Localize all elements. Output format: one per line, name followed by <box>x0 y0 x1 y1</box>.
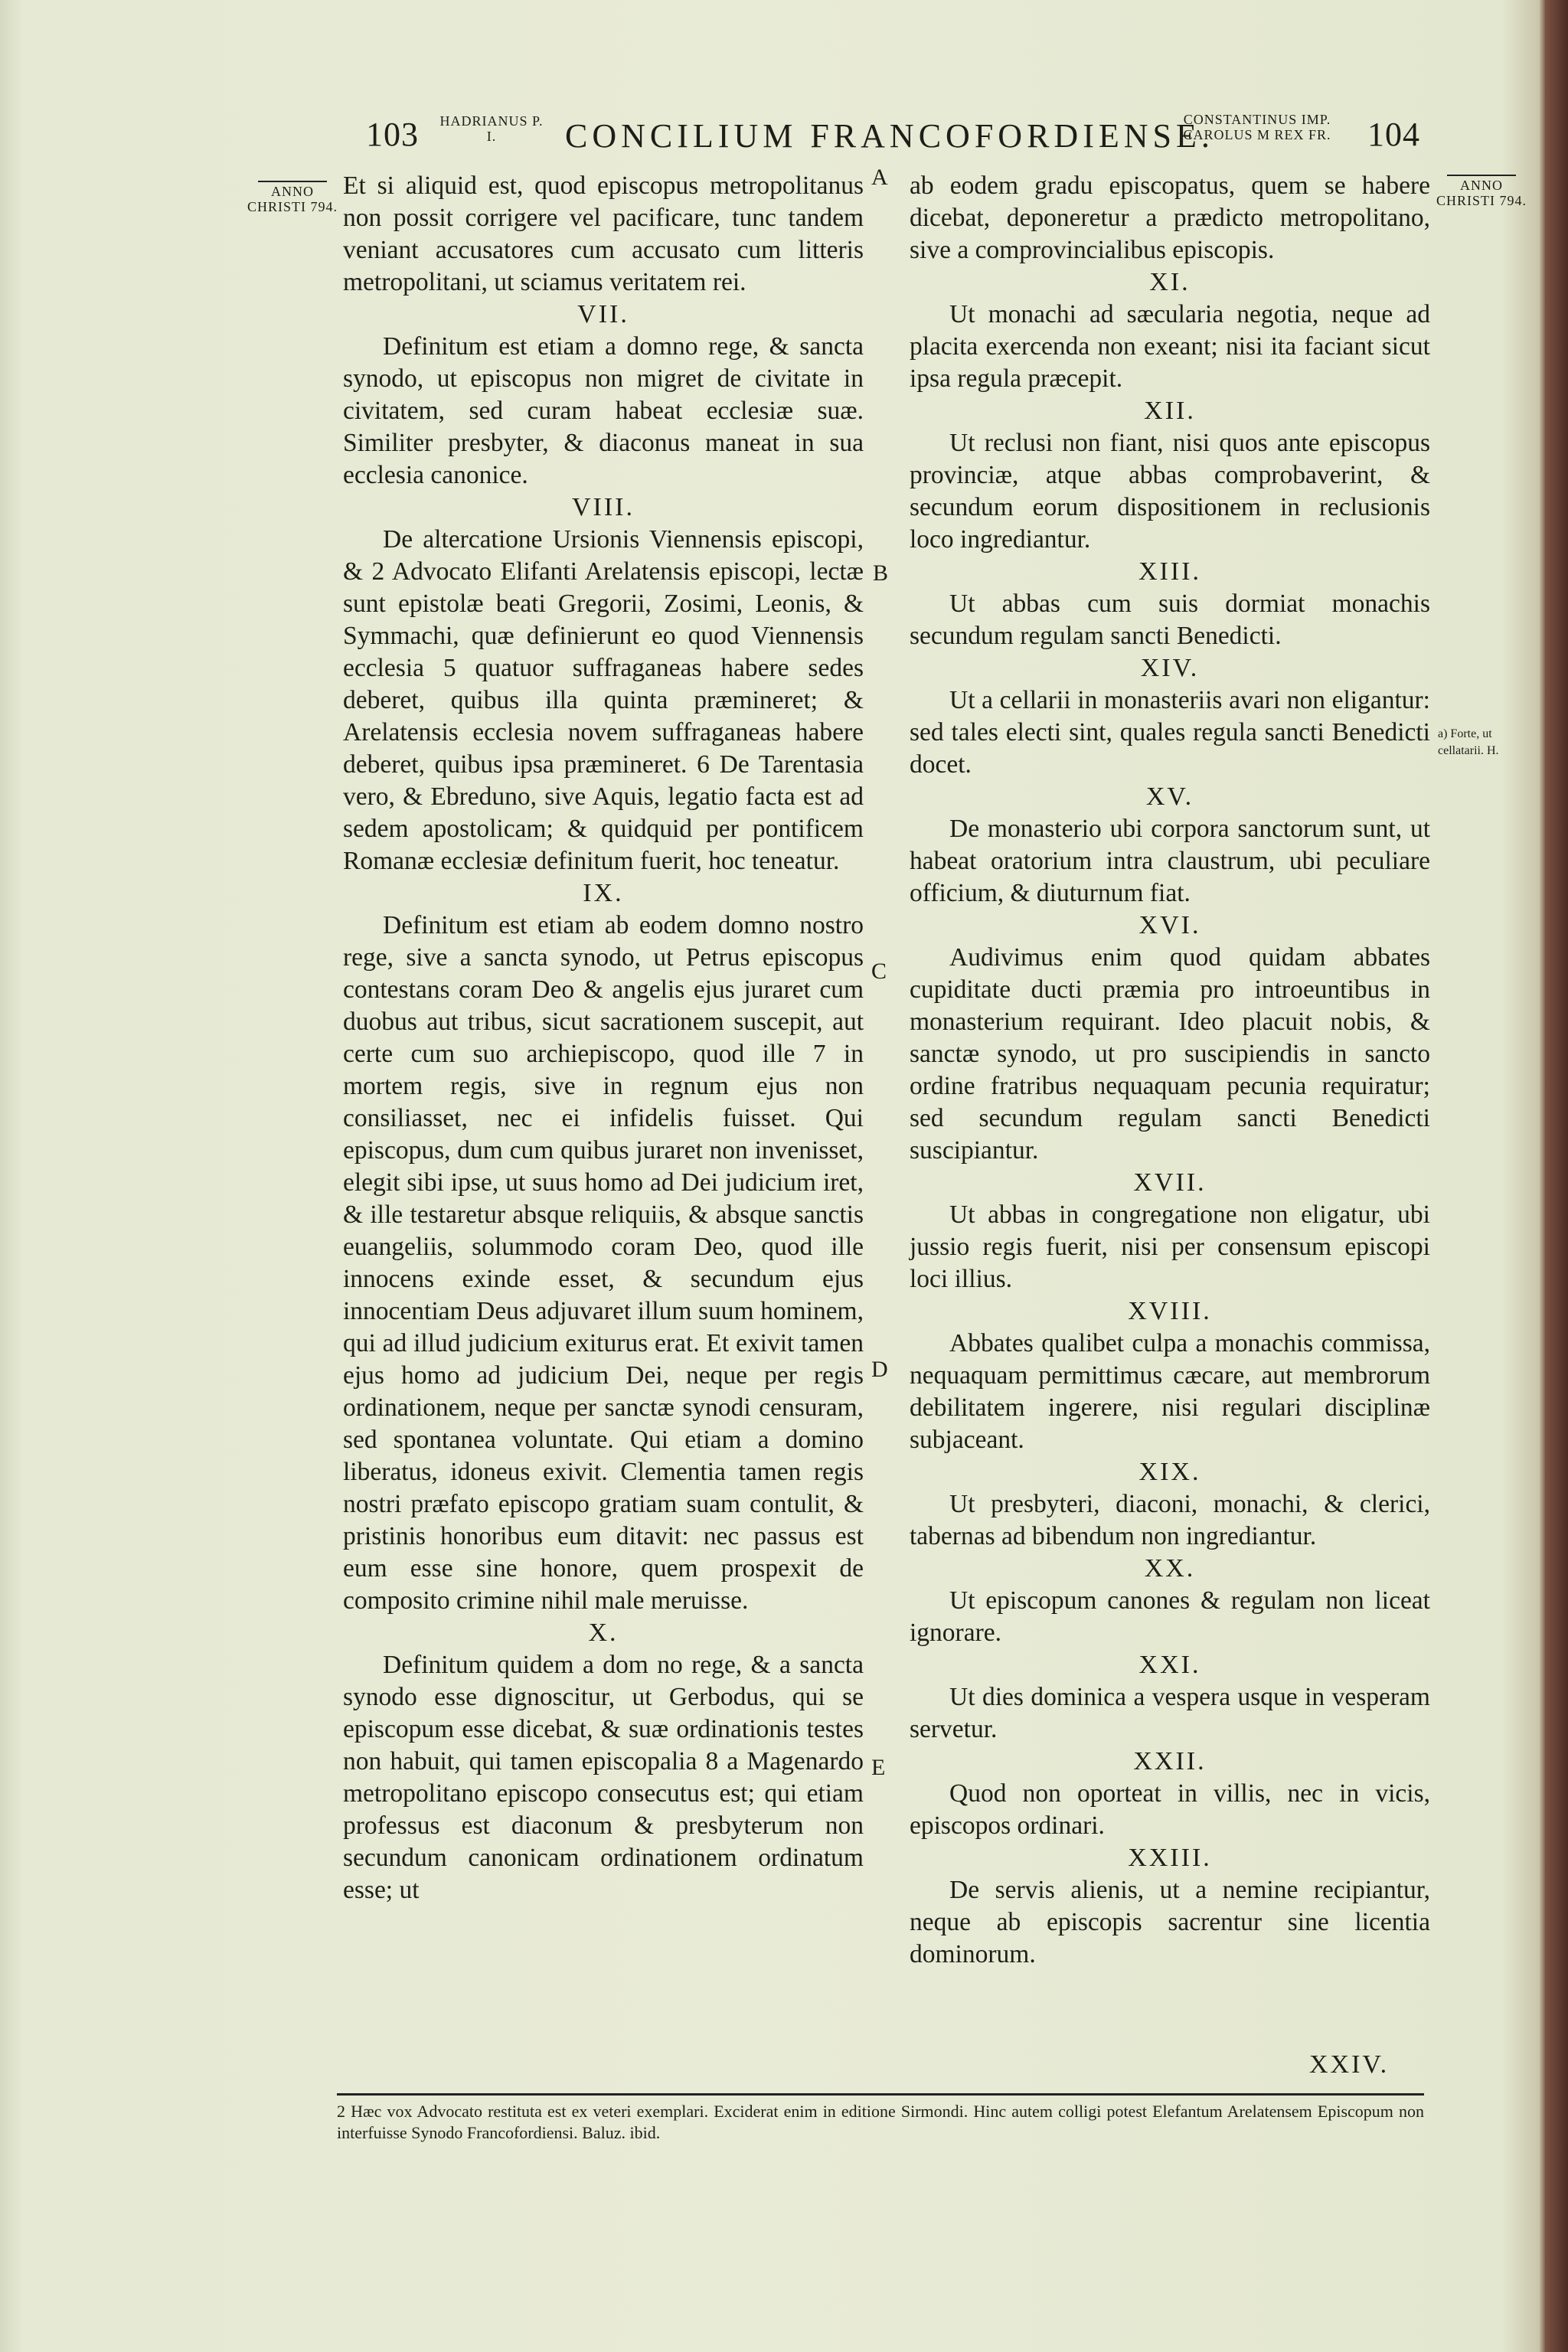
footnote-divider <box>337 2093 1424 2096</box>
section-letter-e: E <box>871 1755 886 1780</box>
section-letter-d: D <box>871 1357 888 1382</box>
paragraph: Ut abbas cum suis dormiat monachis secundum regulam sancti Benedicti. <box>910 590 1430 650</box>
paragraph: ab eodem gradu episcopatus, quem se habere dicebat, deponeretur a prædicto metropolitano, sive a comprovincialibus episcopis. <box>910 172 1430 264</box>
chapter-heading: XVI. <box>1138 911 1201 939</box>
paragraph: Ut reclusi non fiant, nisi quos ante episcopus provinciæ, atque abbas comprobaverint, & secundum eorum dispositionem in reclusionis loco ingrediantur. <box>910 429 1430 554</box>
chapter-heading: XIV. <box>1140 654 1200 682</box>
chapter-heading: XXI. <box>1138 1651 1201 1679</box>
paragraph: Audivimus enim quod quidam abbates cupiditate ducti præmia pro introeuntibus in monasterium requirant. Ideo placuit nobis, & sanctæ synodo, ut pro suscipiendis in sancto ordine fratribus nequaquam pecunia requiratur; sed secundum regulam sancti Benedicti suscipiantur. <box>910 943 1430 1165</box>
footnote: 2 Hæc vox Advocato restituta est ex veteri exemplari. Exciderat enim in editione Sirmondi. Hinc autem colligi potest Elefantum Arelatensem Episcopum non interfuisse Synodo Francofordiensi. Baluz. ibid. <box>337 2102 1424 2142</box>
right-page-number: 104 <box>1367 116 1420 153</box>
chapter-heading: XVII. <box>1133 1168 1207 1197</box>
paragraph: Quod non oporteat in villis, nec in vicis, episcopos ordinari. <box>910 1779 1430 1840</box>
margin-rule <box>1447 175 1516 176</box>
chapter-heading: VII. <box>577 300 629 328</box>
chapter-heading: VIII. <box>571 493 635 521</box>
book-spine <box>1545 0 1568 2352</box>
chapter-heading: XV. <box>1145 782 1194 811</box>
left-page-number: 103 <box>366 116 419 153</box>
paragraph: Abbates qualibet culpa a monachis commissa, nequaquam permittimus cæcare, aut membrorum debilitatem ingerere, nisi regulari disciplinæ subjaceant. <box>910 1329 1430 1454</box>
left-running-head: HADRIANUS P. I. <box>439 113 544 144</box>
paragraph: Definitum est etiam a domno rege, & sancta synodo, ut episcopus non migret de civitate in civitatem, sed curam habeat ecclesiæ suæ. Similiter presbyter, & diaconus maneat in sua ecclesia canonice. <box>343 332 864 489</box>
paragraph: De servis alienis, ut a nemine recipiantur, neque ab episcopis sacrentur sine licentia dominorum. <box>910 1876 1430 1968</box>
chapter-heading: XI. <box>1149 268 1191 296</box>
section-letter-b: B <box>873 560 889 586</box>
paragraph: De monasterio ubi corpora sanctorum sunt, ut habeat oratorium intra claustrum, ubi peculiare officium, & diuturnum fiat. <box>910 815 1430 907</box>
chapter-heading: IX. <box>583 879 624 907</box>
chapter-heading: XII. <box>1144 397 1196 425</box>
paragraph: Ut episcopum canones & regulam non liceat ignorare. <box>910 1586 1430 1647</box>
chapter-heading: XX. <box>1144 1554 1196 1583</box>
catchword: XXIV. <box>1309 2050 1390 2079</box>
section-letter-c: C <box>871 959 887 984</box>
chapter-heading: XVIII. <box>1128 1297 1212 1325</box>
paragraph: Ut presbyteri, diaconi, monachi, & clerici, tabernas ad bibendum non ingrediantur. <box>910 1490 1430 1550</box>
paragraph: Ut abbas in congregatione non eligatur, ubi jussio regis fuerit, nisi per consensum episcopi loci illius. <box>910 1200 1430 1293</box>
paragraph: Ut dies dominica a vespera usque in vesperam servetur. <box>910 1683 1430 1743</box>
right-column <box>910 170 1430 1971</box>
paragraph: Et si aliquid est, quod episcopus metropolitanus non possit corrigere vel pacificare, tunc tandem veniant accusatores cum accusato cum litteris metropolitani, ut sciamus veritatem rei. <box>343 172 864 296</box>
chapter-heading: X. <box>588 1619 619 1647</box>
anno-christi-label: ANNO CHRISTI 794. <box>247 184 338 214</box>
chapter-heading: XIII. <box>1138 557 1202 586</box>
margin-note-a: a) Forte, ut cellatarii. H. <box>1438 727 1499 757</box>
chapter-heading: XIX. <box>1138 1458 1201 1486</box>
margin-rule <box>258 181 327 182</box>
right-margin-anno <box>1432 175 1531 208</box>
paragraph: De altercatione Ursionis Viennensis episcopi, & 2 Advocato Elifanti Arelatensis episcopi, lectæ sunt epistolæ beati Gregorii, Zosimi, Leonis, & Symmachi, quæ definierunt eo quod Viennensis ecclesia 5 quatuor suffraganeas habere sedes deberet, quibus illa quinta præmineret; & Arelatensis ecclesia novem suffraganeas habere deberet, quibus ipsa præmineret. 6 De Tarentasia vero, & Ebreduno, sive Aquis, legatio facta est ad sedem apostolicam; & quidquid per pontificem Romanæ ecclesiæ definitum fuerit, hoc teneatur. <box>343 525 864 875</box>
page-title: CONCILIUM FRANCOFORDIENSE. <box>565 117 1214 155</box>
right-running-head: CONSTANTINUS IMP. CAROLUS M REX FR. <box>1183 112 1331 142</box>
chapter-heading: XXII. <box>1133 1747 1207 1775</box>
paragraph: Ut monachi ad sæcularia negotia, neque ad placita exercenda non exeant; nisi ita faciant sicut ipsa regula præcepit. <box>910 300 1430 393</box>
anno-christi-label: ANNO CHRISTI 794. <box>1436 178 1527 208</box>
paragraph: Definitum quidem a dom no rege, & a sancta synodo esse dignoscitur, ut Gerbodus, qui se episcopum esse dicebat, & suæ ordinationis testes non habuit, qui tamen episcopalia 8 a Magenardo metropolitano episcopo consecutus est; qui etiam professus est diaconum & presbyterum non secundum canonicam ordinationem ordinatum esse; ut <box>343 1651 864 1904</box>
paragraph: Ut a cellarii in monasteriis avari non eligantur: sed tales electi sint, quales regula sancti Benedicti docet. <box>910 686 1430 779</box>
chapter-heading: XXIII. <box>1128 1844 1212 1872</box>
left-margin-anno <box>247 181 338 214</box>
section-letter-a: A <box>871 165 888 190</box>
paragraph: Definitum est etiam ab eodem domno nostro rege, sive a sancta synodo, ut Petrus episcopus contestans coram Deo & angelis ejus juraret cum duobus aut tribus, sicut sacrationem suscepit, aut certe cum suo archiepiscopo, quod ille 7 in mortem regis, sive in regnum ejus non consiliasset, nec ei infidelis fuisset. Qui episcopus, dum cum quibus juraret non invenisset, elegit sibi ipse, ut suus homo ad Dei judicium iret, & ille testaretur absque reliquiis, & absque sanctis euangeliis, solummodo coram Deo, quod ille innocens exinde esset, & secundum ejus innocentiam Deus adjuvaret illum suum hominem, qui ad illud judicium exiturus erat. Et exivit tamen ejus homo ad judicium Dei, neque per regis ordinationem, neque per sanctæ synodi censuram, sed spontanea voluntate. Qui etiam a domino liberatus, idoneus exivit. Clementia tamen regis nostri præfato episcopo gratiam suam contulit, & pristinis honoribus eum ditavit: nec passus est eum esse sine honore, quem prospexit de composito crimine nihil male meruisse. <box>343 911 864 1615</box>
left-column <box>343 170 864 1906</box>
